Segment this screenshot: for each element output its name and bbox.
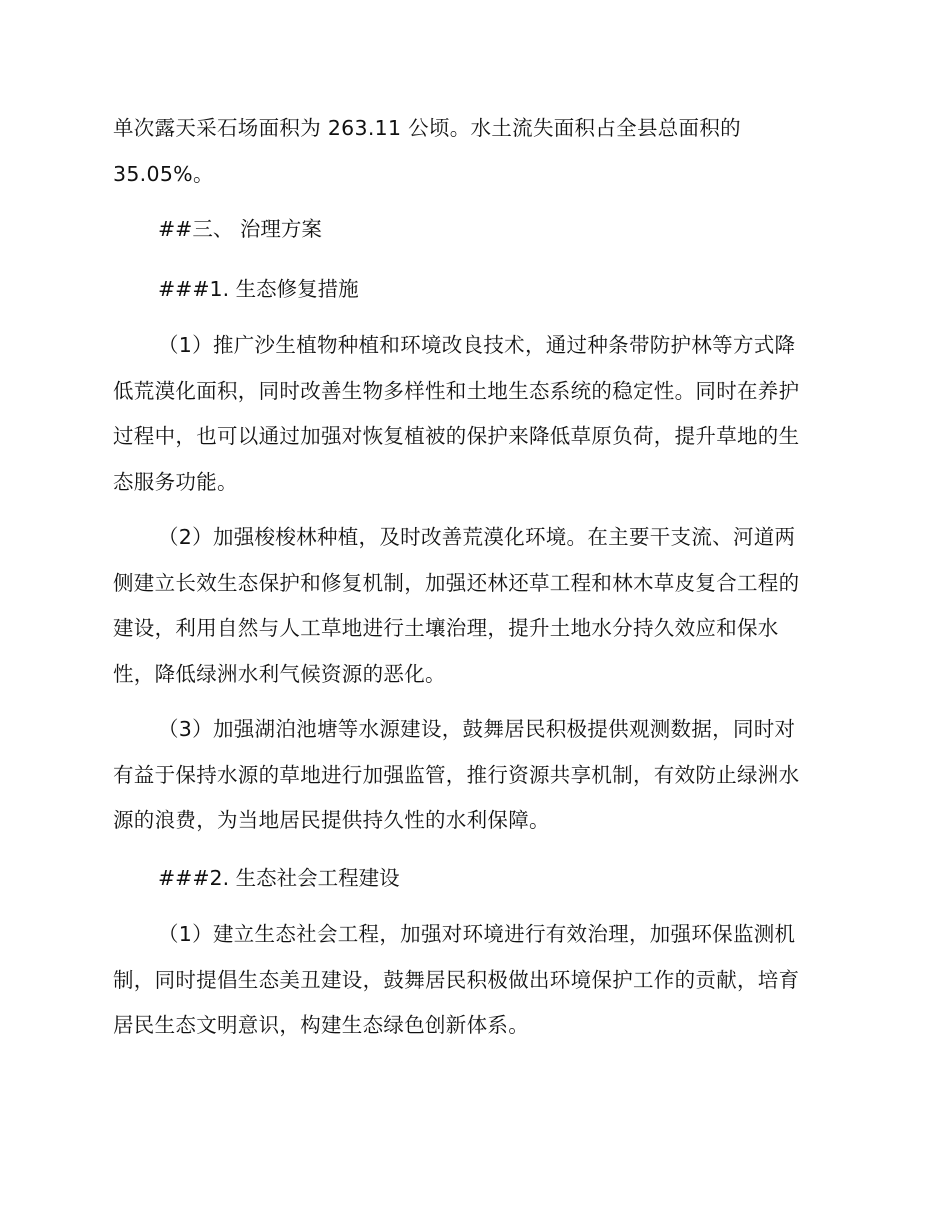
- text-line: 有益于保持水源的草地进行加强监管，推行资源共享机制，有效防止绿洲水: [113, 762, 800, 787]
- paragraph-1: [113, 323, 833, 505]
- text-line: 过程中，也可以通过加强对恢复植被的保护来降低草原负荷，提升草地的生: [113, 424, 800, 448]
- text-line: 侧建立长效生态保护和修复机制，加强还林还草工程和林木草皮复合工程的: [113, 570, 800, 595]
- text-line: 35.05%。: [113, 161, 214, 186]
- paragraph-4: [113, 912, 833, 1049]
- text-line: 低荒漠化面积，同时改善生物多样性和土地生态系统的稳定性。同时在养护: [113, 378, 800, 403]
- text-line: 单次露天采石场面积为 263.11 公顷。水土流失面积占全县总面积的: [113, 116, 741, 140]
- text-line: （2）加强梭梭林种植，及时改善荒漠化环境。在主要干支流、河道两: [158, 525, 796, 549]
- text-line: 态服务功能。: [113, 469, 238, 494]
- text-line: 性，降低绿洲水利气候资源的恶化。: [113, 661, 446, 686]
- text-line: （1）推广沙生植物种植和环境改良技术，通过种条带防护林等方式降: [158, 333, 796, 357]
- text-line: 源的浪费，为当地居民提供持久性的水利保障。: [113, 808, 550, 832]
- intro-paragraph: [113, 106, 833, 197]
- subsection-heading: ###1. 生态修复措施: [158, 277, 359, 301]
- text-line: 建设，利用自然与人工草地进行土壤治理，提升土地水分持久效应和保水: [113, 616, 779, 640]
- text-line: （3）加强湖泊池塘等水源建设，鼓舞居民积极提供观测数据，同时对: [158, 717, 796, 741]
- text-line: 制，同时提倡生态美丑建设，鼓舞居民积极做出环境保护工作的贡献，培育: [113, 967, 800, 992]
- section-heading: ##三、 治理方案: [158, 217, 322, 241]
- text-line: （1）建立生态社会工程，加强对环境进行有效治理，加强环保监测机: [158, 922, 796, 946]
- subsection-heading: ###2. 生态社会工程建设: [158, 866, 400, 890]
- text-line: 居民生态文明意识，构建生态绿色创新体系。: [113, 1013, 529, 1037]
- paragraph-3: [113, 707, 833, 844]
- paragraph-2: [113, 515, 833, 697]
